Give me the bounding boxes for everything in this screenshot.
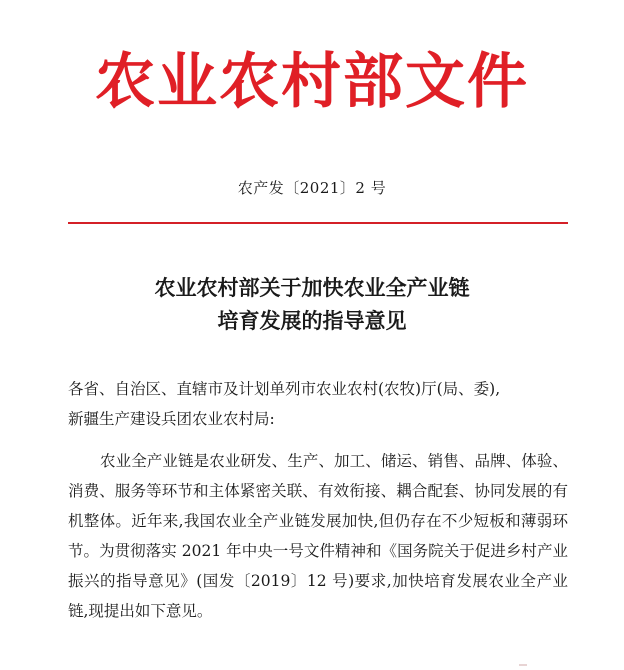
salutation: [68, 374, 568, 434]
masthead-title: 农业农村部文件: [95, 47, 529, 117]
salutation-line-1: 各省、自治区、直辖市及计划单列市农业农村(农牧)厅(局、委),: [68, 380, 501, 398]
document-title-line-2: 培育发展的指导意见: [217, 309, 407, 333]
document-title-line-1: 农业农村部关于加快农业全产业链: [154, 276, 470, 300]
document-number: 农产发〔2021〕2 号: [237, 179, 387, 197]
body-paragraph: 农业全产业链是农业研发、生产、加工、储运、销售、品牌、体验、消费、服务等环节和主体紧密关联、有效衔接、耦合配套、协同发展的有机整体。近年来,我国农业全产业链发展加快,但仍存在不少短板和薄弱环节。为贯彻落实 2021 年中央一号文件精神和《国务院关于促进乡村产业振兴的指导意见》(国发〔2019〕12 号)要求,加快培育发展农业全产业链,现提出如下意见。: [68, 452, 568, 620]
page-edge-mark: [519, 664, 527, 666]
document-title: [0, 272, 624, 338]
salutation-line-2: 新疆生产建设兵团农业农村局:: [68, 410, 275, 428]
red-divider-rule: [68, 222, 568, 224]
